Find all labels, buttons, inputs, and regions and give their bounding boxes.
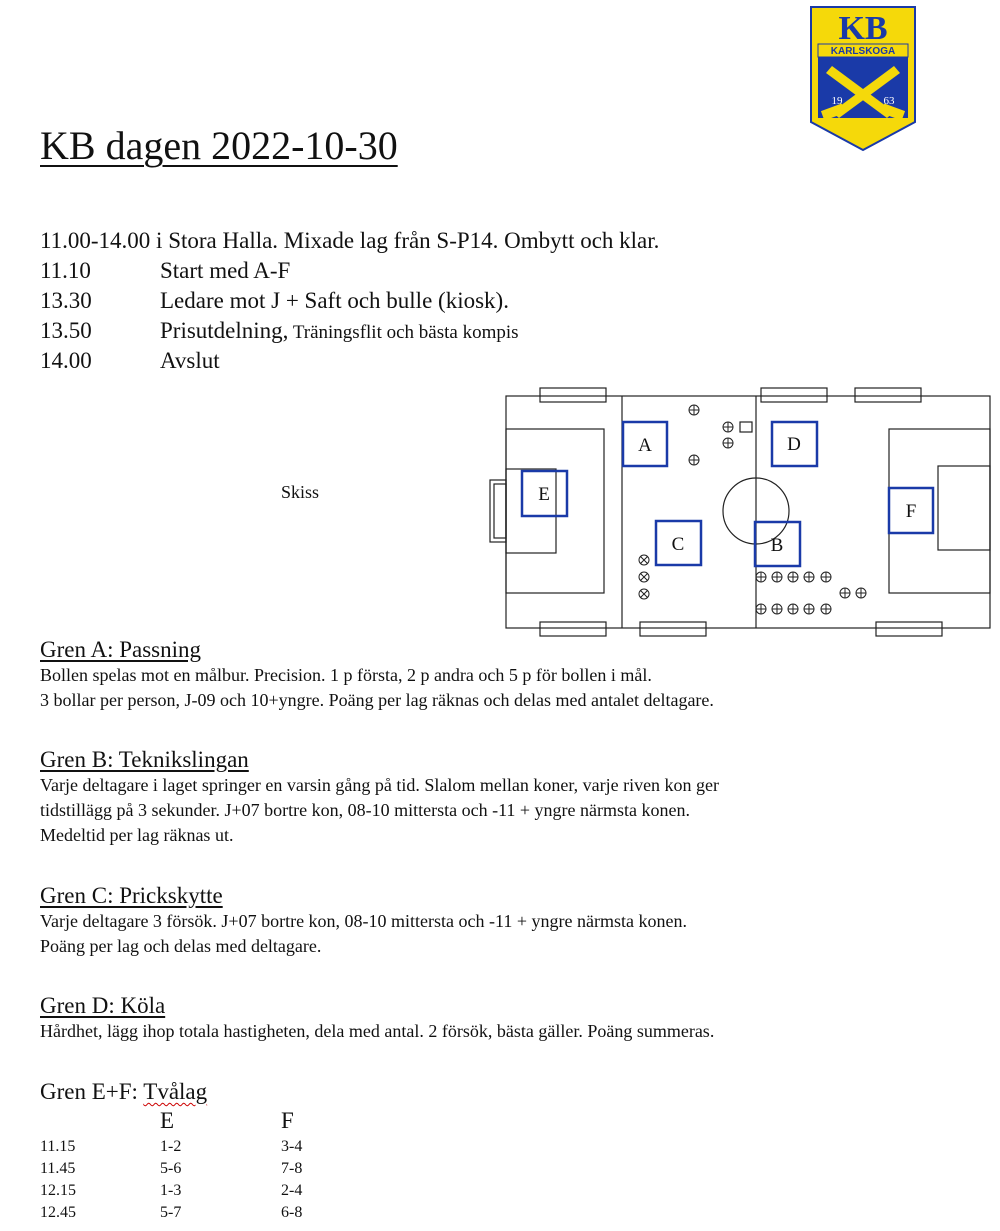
table-cell-f: 6-8 (281, 1204, 303, 1221)
bench (540, 388, 606, 402)
cone-marker (804, 572, 814, 582)
section-d (40, 993, 714, 1044)
cone-marker (772, 572, 782, 582)
schedule-text: Avslut (160, 348, 220, 373)
target-marker (639, 555, 649, 565)
section-c (40, 883, 687, 959)
mini-goal (740, 422, 752, 432)
section-b (40, 747, 719, 848)
section-title: Gren A: Passning (40, 637, 201, 662)
section-title: Gren B: Teknikslingan (40, 747, 249, 772)
table-row (40, 1160, 340, 1182)
section-title-word: Tvålag (143, 1079, 208, 1104)
table-cell-e: 5-6 (160, 1160, 182, 1177)
cone-marker (821, 572, 831, 582)
station-label-c: C (671, 534, 685, 555)
cone-marker (804, 604, 814, 614)
cone-marker (756, 604, 766, 614)
table-cell-e: 1-3 (160, 1182, 182, 1199)
section-line: 3 bollar per person, J-09 och 10+yngre. Poäng per lag räknas och delas med antalet deltagare. (40, 690, 714, 710)
table-row (40, 1204, 340, 1226)
page-title: KB dagen 2022-10-30 (40, 123, 398, 168)
section-line: Medeltid per lag räknas ut. (40, 825, 234, 845)
table-cell-time: 12.15 (40, 1182, 76, 1199)
logo-year-right: 63 (883, 95, 895, 107)
goal-area-right (938, 466, 990, 550)
schedule-text (160, 318, 519, 344)
penalty-area-right (889, 429, 990, 593)
section-title: Gren C: Prickskytte (40, 883, 223, 908)
cone-marker (840, 588, 850, 598)
table-cell-f: 3-4 (281, 1138, 303, 1155)
table-cell-time: 11.15 (40, 1138, 76, 1155)
schedule-time: 11.10 (40, 258, 91, 283)
cone-marker (689, 405, 699, 415)
section-line: Bollen spelas mot en målbur. Precision. 1 p första, 2 p andra och 5 p för bollen i mål. (40, 665, 652, 685)
section-title-prefix: Gren E+F: (40, 1079, 144, 1104)
goal-area-left (506, 469, 556, 553)
schedule-row (40, 258, 740, 288)
cone-markers (639, 405, 866, 614)
station-label-d: D (787, 434, 801, 455)
pitch-sketch (486, 384, 992, 640)
penalty-area-left (506, 429, 604, 593)
bench (540, 622, 606, 636)
cone-marker (689, 455, 699, 465)
section-title-ef (40, 1079, 207, 1105)
table-cell-e: 5-7 (160, 1204, 182, 1221)
station-label-a: A (638, 435, 652, 456)
bench (761, 388, 827, 402)
bench (640, 622, 706, 636)
schedule-text: Ledare mot J + Saft och bulle (kiosk). (160, 288, 509, 313)
logo-top-text: KB (838, 10, 888, 47)
section-line: tidstillägg på 3 sekunder. J+07 bortre kon, 08-10 mittersta och -11 + yngre närmsta konen. (40, 800, 691, 820)
section-a (40, 637, 714, 713)
station-label-b: B (770, 535, 784, 556)
section-title: Gren D: Köla (40, 993, 166, 1018)
target-marker (639, 589, 649, 599)
cone-marker (772, 604, 782, 614)
schedule-time: 13.30 (40, 288, 92, 313)
table-cell-time: 12.45 (40, 1204, 76, 1221)
cone-marker (788, 604, 798, 614)
cone-marker (723, 438, 733, 448)
schedule-intro-text: 11.00-14.00 i Stora Halla. Mixade lag från S-P14. Ombytt och klar. (40, 228, 660, 253)
column-header-e: E (160, 1108, 175, 1133)
station-label-e: E (538, 484, 550, 505)
schedule-intro (40, 228, 659, 254)
cone-marker (821, 604, 831, 614)
bench (876, 622, 942, 636)
schedule-time: 14.00 (40, 348, 92, 373)
cone-marker (788, 572, 798, 582)
schedule-row (40, 348, 740, 378)
schedule-text-main: Prisutdelning, (160, 318, 289, 343)
kb-karlskoga-logo (808, 4, 918, 154)
table-cell-e: 1-2 (160, 1138, 182, 1155)
schedule-row (40, 318, 740, 348)
logo-year-left: 19 (831, 95, 843, 107)
cone-marker (856, 588, 866, 598)
bench (855, 388, 921, 402)
section-line: Varje deltagare 3 försök. J+07 bortre kon, 08-10 mittersta och -11 + yngre närmsta konen. (40, 911, 687, 931)
schedule-text-small: Träningsflit och bästa kompis (288, 322, 519, 343)
column-header-f: F (281, 1108, 294, 1133)
section-line: Varje deltagare i laget springer en varsin gång på tid. Slalom mellan koner, varje riven kon ger (40, 775, 720, 795)
table-row (40, 1182, 340, 1204)
target-marker (639, 572, 649, 582)
schedule-time: 13.50 (40, 318, 92, 343)
section-line: Poäng per lag och delas med deltagare. (40, 936, 322, 956)
table-cell-f: 7-8 (281, 1160, 303, 1177)
cone-marker (723, 422, 733, 432)
table-cell-time: 11.45 (40, 1160, 76, 1177)
table-row (40, 1138, 340, 1160)
schedule-text: Start med A-F (160, 258, 291, 283)
schedule-row (40, 288, 740, 318)
section-line: Hårdhet, lägg ihop totala hastigheten, dela med antal. 2 försök, bästa gäller. Poäng summeras. (40, 1021, 715, 1041)
cone-marker (756, 572, 766, 582)
logo-name-text: KARLSKOGA (830, 46, 896, 57)
sketch-label: Skiss (281, 482, 320, 502)
table-cell-f: 2-4 (281, 1182, 303, 1199)
goal-left (490, 480, 506, 542)
station-label-f: F (905, 501, 917, 522)
